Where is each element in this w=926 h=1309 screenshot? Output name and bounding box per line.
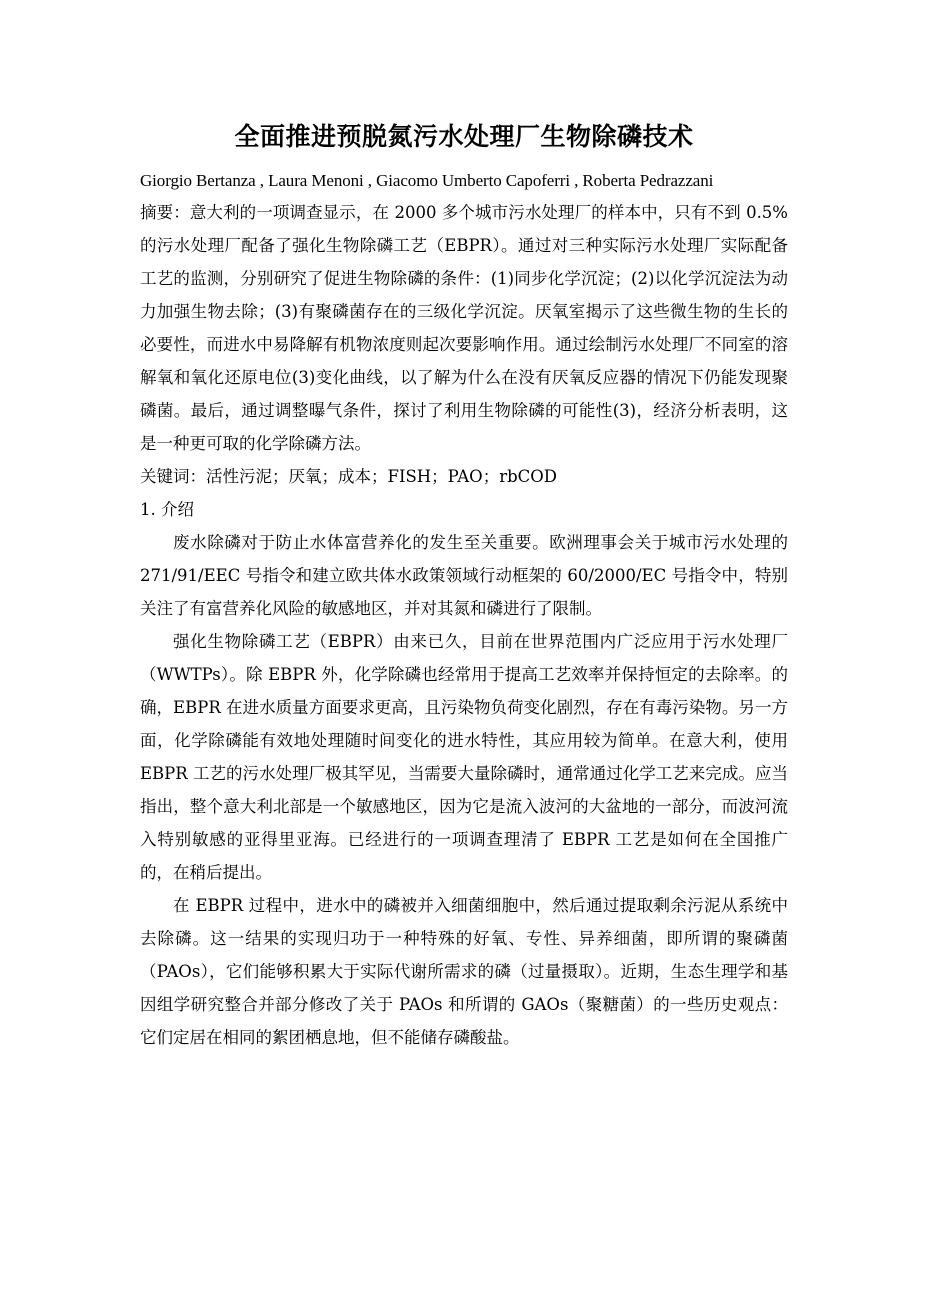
author-list: Giorgio Bertanza , Laura Menoni , Giacomo Umberto Capoferri , Roberta Pedrazzani <box>140 171 714 190</box>
document-title: 全面推进预脱氮污水处理厂生物除磷技术 <box>234 122 694 151</box>
intro-paragraph-2: 强化生物除磷工艺（EBPR）由来已久，目前在世界范围内广泛应用于污水处理厂（WWTPs）。除 EBPR 外，化学除磷也经常用于提高工艺效率并保持恒定的去除率。的确，EBPR 在进水质量方面要求更高，且污染物负荷变化剧烈，存在有毒污染物。另一方面，化学除磷能有效地处理随时间变化的进水特性，其应用较为简单。在意大利，使用 EBPR 工艺的污水处理厂极其罕见，当需要大量除磷时，通常通过化学工艺来完成。应当指出，整个意大利北部是一个敏感地区，因为它是流入波河的大盆地的一部分，而波河流入特别敏感的亚得里亚海。已经进行的一项调查理清了 EBPR 工艺是如何在全国推广的，在稍后提出。 <box>140 632 788 882</box>
abstract: 摘要：意大利的一项调查显示，在 2000 多个城市污水处理厂的样本中，只有不到 0.5%的污水处理厂配备了强化生物除磷工艺（EBPR）。通过对三种实际污水处理厂实际配备工艺的监测，分别研究了促进生物除磷的条件：(1)同步化学沉淀；(2)以化学沉淀法为动力加强生物去除；(3)有聚磷菌存在的三级化学沉淀。厌氧室揭示了这些微生物的生长的必要性，而进水中易降解有机物浓度则起次要影响作用。通过绘制污水处理厂不同室的溶解氧和氧化还原电位(3)变化曲线，以了解为什么在没有厌氧反应器的情况下仍能发现聚磷菌。最后，通过调整曝气条件，探讨了利用生物除磷的可能性(3)，经济分析表明，这是一种更可取的化学除磷方法。 <box>140 203 788 453</box>
keywords: 关键词：活性污泥；厌氧；成本；FISH；PAO；rbCOD <box>140 467 558 486</box>
section-heading-introduction: 1. 介绍 <box>140 500 194 519</box>
intro-paragraph-1: 废水除磷对于防止水体富营养化的发生至关重要。欧洲理事会关于城市污水处理的 271/91/EEC 号指令和建立欧共体水政策领域行动框架的 60/2000/EC 号指令中，特别关注了有富营养化风险的敏感地区，并对其氮和磷进行了限制。 <box>140 533 788 618</box>
intro-paragraph-3: 在 EBPR 过程中，进水中的磷被并入细菌细胞中，然后通过提取剩余污泥从系统中去除磷。这一结果的实现归功于一种特殊的好氧、专性、异养细菌，即所谓的聚磷菌（PAOs），它们能够积累大于实际代谢所需求的磷（过量摄取）。近期，生态生理学和基因组学研究整合并部分修改了关于 PAOs 和所谓的 GAOs（聚糖菌）的一些历史观点：它们定居在相同的絮团栖息地，但不能储存磷酸盐。 <box>140 896 788 1047</box>
document-page <box>140 118 788 1054</box>
